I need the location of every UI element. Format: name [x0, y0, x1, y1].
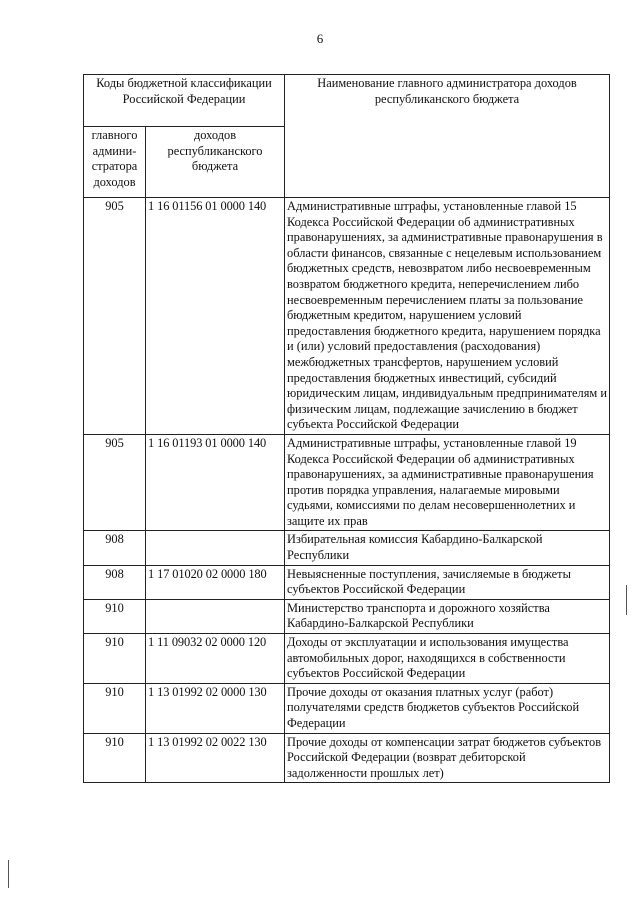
- budget-codes-table: [83, 74, 610, 783]
- income-code-cell: 1 13 01992 02 0000 130: [146, 683, 285, 733]
- header-republic-budget-income: доходов республиканского бюджета: [146, 127, 285, 198]
- table-row: [84, 634, 610, 684]
- header-budget-classification-codes: Коды бюджетной классификации Российской Федерации: [84, 75, 285, 127]
- table-row: [84, 531, 610, 565]
- table-row: [84, 683, 610, 733]
- admin-code-cell: 908: [84, 531, 146, 565]
- administrator-name-cell: Административные штрафы, установленные главой 15 Кодекса Российской Федерации об административных правонарушениях, за административные правонарушения в области финансов, связанные с нецелевым использованием бюджетных средств, невозвратом либо несвоевременным возвратом бюджетного кредита, неперечислением либо несвоевременным перечислением платы за пользование бюджетным кредитом, нарушением условий предоставления бюджетного кредита, нарушением порядка и (или) условий предоставления (расходования) межбюджетных трансфертов, нарушением условий предоставления бюджетных инвестиций, субсидий юридическим лицам, индивидуальным предпринимателям и физическим лицам, подлежащие зачислению в бюджет субъекта Российской Федерации: [285, 198, 610, 435]
- income-code-cell: [146, 599, 285, 633]
- admin-code-cell: 910: [84, 634, 146, 684]
- header-administrator-name: Наименование главного администратора доходов республиканского бюджета: [285, 75, 610, 198]
- administrator-name-cell: Прочие доходы от оказания платных услуг (работ) получателями средств бюджетов субъектов Российской Федерации: [285, 683, 610, 733]
- table-row: [84, 599, 610, 633]
- table-row: [84, 434, 610, 531]
- administrator-name-cell: Невыясненные поступления, зачисляемые в бюджеты субъектов Российской Федерации: [285, 565, 610, 599]
- scan-margin-mark: [8, 860, 9, 888]
- income-code-cell: 1 13 01992 02 0022 130: [146, 733, 285, 783]
- table-row: [84, 198, 610, 435]
- admin-code-cell: 910: [84, 683, 146, 733]
- table-row: [84, 565, 610, 599]
- header-main-administrator: главного админи-стратора доходов: [84, 127, 146, 198]
- page-number: 6: [316, 31, 324, 46]
- admin-code-cell: 905: [84, 434, 146, 531]
- income-code-cell: [146, 531, 285, 565]
- administrator-name-cell: Избирательная комиссия Кабардино-Балкарской Республики: [285, 531, 610, 565]
- table-row: [84, 733, 610, 783]
- income-code-cell: 1 17 01020 02 0000 180: [146, 565, 285, 599]
- income-code-cell: 1 16 01156 01 0000 140: [146, 198, 285, 435]
- administrator-name-cell: Административные штрафы, установленные главой 19 Кодекса Российской Федерации об административных правонарушениях, за административные правонарушения против порядка управления, налагаемые мировыми судьями, комиссиями по делам несовершеннолетних и защите их прав: [285, 434, 610, 531]
- administrator-name-cell: Министерство транспорта и дорожного хозяйства Кабардино-Балкарской Республики: [285, 599, 610, 633]
- admin-code-cell: 910: [84, 599, 146, 633]
- income-code-cell: 1 16 01193 01 0000 140: [146, 434, 285, 531]
- administrator-name-cell: Прочие доходы от компенсации затрат бюджетов субъектов Российской Федерации (возврат дебиторской задолженности прошлых лет): [285, 733, 610, 783]
- admin-code-cell: 905: [84, 198, 146, 435]
- income-code-cell: 1 11 09032 02 0000 120: [146, 634, 285, 684]
- admin-code-cell: 910: [84, 733, 146, 783]
- scan-margin-mark: [626, 585, 627, 615]
- administrator-name-cell: Доходы от эксплуатации и использования имущества автомобильных дорог, находящихся в собственности субъектов Российской Федерации: [285, 634, 610, 684]
- admin-code-cell: 908: [84, 565, 146, 599]
